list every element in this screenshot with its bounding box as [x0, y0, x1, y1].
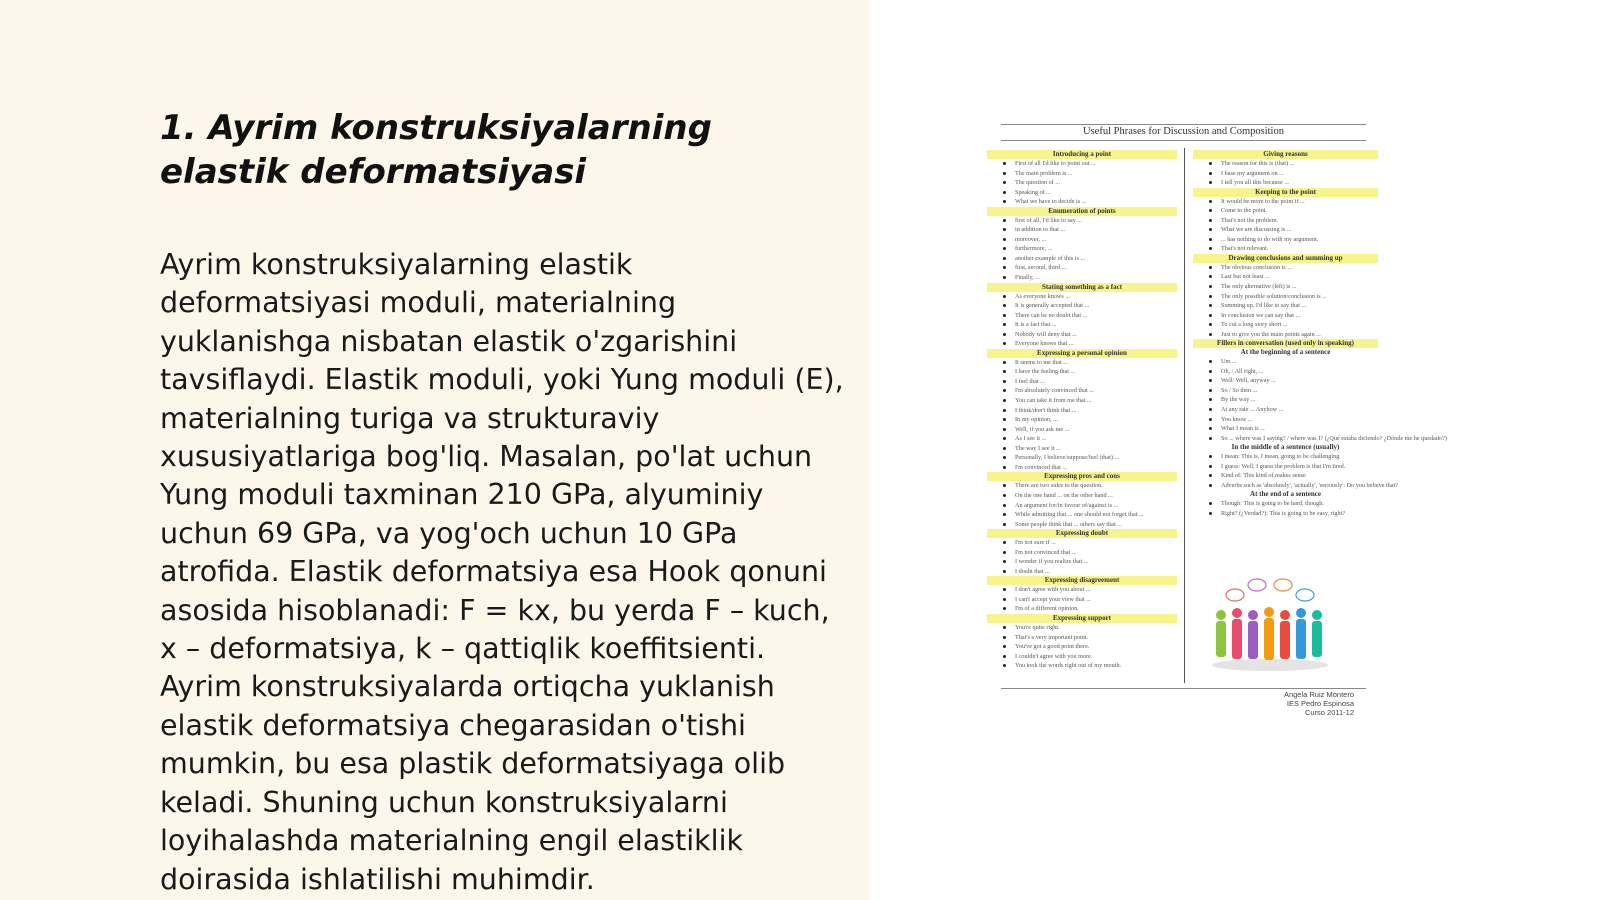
doc-phrase-item: There are two sides to the question.	[1001, 481, 1177, 491]
doc-phrase-item: I'm convinced that ...	[1001, 463, 1177, 473]
doc-phrase-item: What we are discussing is ...	[1207, 225, 1378, 235]
doc-phrase-item: The only possible solution/conclusion is ...	[1207, 292, 1378, 302]
doc-phrase-item: The reason for this is (that) ...	[1207, 159, 1378, 169]
doc-phrase-item: Personally, I believe/suppose/feel (that) ...	[1001, 453, 1177, 463]
useful-phrases-document-image	[987, 122, 1447, 722]
doc-phrase-item: As I see it ...	[1001, 434, 1177, 444]
doc-section-heading: Drawing conclusions and summing up	[1193, 254, 1378, 263]
doc-phrase-item: First of all I'd like to point out ...	[1001, 159, 1177, 169]
doc-phrase-list	[987, 292, 1177, 349]
signature-line: IES Pedro Espinosa	[1286, 699, 1354, 708]
doc-phrase-item: The question of ...	[1001, 178, 1177, 188]
doc-phrase-item: I couldn't agree with you more.	[1001, 652, 1177, 662]
doc-signature	[1284, 690, 1354, 717]
doc-phrase-list	[1193, 452, 1398, 490]
doc-phrase-item: Last but not least ...	[1207, 272, 1378, 282]
doc-phrase-item: moreover, ...	[1001, 235, 1177, 245]
doc-column-divider	[1184, 148, 1185, 683]
doc-phrase-item: An argument for/in favour of/against is ...	[1001, 501, 1177, 511]
doc-phrase-item: first of all, I'd like to say ...	[1001, 216, 1177, 226]
doc-phrase-item: Kind of: This kind of makes sense	[1207, 471, 1378, 481]
people-figures-illustration	[1205, 577, 1335, 672]
doc-phrase-item: I wonder if you realize that ...	[1001, 557, 1177, 567]
doc-section-heading: Giving reasons	[1193, 150, 1378, 159]
doc-phrase-item: Come to the point.	[1207, 206, 1378, 216]
doc-phrase-item: I'm not convinced that ...	[1001, 548, 1177, 558]
doc-phrase-item: So ... where was I saying? / where was I? (¿Qué estaba diciendo? ¿Dónde me he quedado?)	[1207, 434, 1378, 444]
doc-phrase-list	[1193, 197, 1378, 254]
doc-phrase-item: Everyone knows that ...	[1001, 339, 1177, 349]
doc-phrase-item: Finally, ...	[1001, 273, 1177, 283]
doc-phrase-list	[987, 623, 1177, 671]
doc-phrase-item: I'm absolutely convinced that ...	[1001, 386, 1177, 396]
doc-phrase-item: Well/ Well, anyway ...	[1207, 376, 1378, 386]
doc-phrase-item: That's not the problem.	[1207, 216, 1378, 226]
signature-line: Curso 2011-12	[1304, 708, 1354, 717]
signature-line: Angela Ruiz Montero	[1283, 690, 1354, 699]
doc-phrase-item: Well, if you ask me ...	[1001, 425, 1177, 435]
doc-phrase-item: You're quite right.	[1001, 623, 1177, 633]
doc-phrase-list	[1193, 499, 1378, 518]
doc-phrase-list	[987, 358, 1177, 473]
doc-phrase-list	[1193, 263, 1378, 339]
doc-phrase-item: The way I see it ...	[1001, 444, 1177, 454]
doc-phrase-item: What we have to decide is ...	[1001, 197, 1177, 207]
doc-section-heading: Expressing pros and cons	[987, 472, 1177, 481]
doc-phrase-item: ... has nothing to do with my argument.	[1207, 235, 1378, 245]
doc-phrase-list	[987, 481, 1177, 529]
doc-phrase-item: You can take it from me that ...	[1001, 396, 1177, 406]
doc-phrase-item: I guess: Well, I guess the problem is that I'm tired.	[1207, 462, 1378, 472]
doc-phrase-item: As everyone knows ...	[1001, 292, 1177, 302]
doc-left-column	[987, 150, 1177, 671]
doc-phrase-item: I feel that ...	[1001, 377, 1177, 387]
doc-phrase-item: There can be no doubt that ...	[1001, 311, 1177, 321]
doc-phrase-item: It is generally accepted that ...	[1001, 301, 1177, 311]
doc-phrase-list	[987, 216, 1177, 283]
doc-phrase-item: It would be more to the point if ...	[1207, 197, 1378, 207]
doc-section-heading: Expressing disagreement	[987, 576, 1177, 585]
doc-phrase-item: That's a very important point.	[1001, 633, 1177, 643]
doc-section-heading: Stating something as a fact	[987, 283, 1177, 292]
doc-section-subheading: At the end of a sentence	[1250, 490, 1321, 499]
doc-phrase-item: I have the feeling that ...	[1001, 367, 1177, 377]
doc-phrase-item: The only alternative (left) is ...	[1207, 282, 1378, 292]
doc-phrase-item: It is a fact that ...	[1001, 320, 1177, 330]
doc-bottom-rule	[1001, 688, 1366, 689]
doc-phrase-item: In my opinion, ...	[1001, 415, 1177, 425]
doc-phrase-item: You've got a good point there.	[1001, 642, 1177, 652]
person-figures	[1216, 607, 1322, 660]
doc-section-heading: Expressing a personal opinion	[987, 349, 1177, 358]
doc-phrase-item: I can't accept your view that ...	[1001, 595, 1177, 605]
doc-section-heading: Introducing a point	[987, 150, 1177, 159]
doc-phrase-list	[987, 159, 1177, 207]
doc-phrase-item: I'm of a different opinion.	[1001, 604, 1177, 614]
doc-phrase-item: Oh, / All right, ...	[1207, 367, 1378, 377]
doc-phrase-item: It seems to me that ...	[1001, 358, 1177, 368]
doc-phrase-item: On the one hand ... on the other hand ...	[1001, 491, 1177, 501]
doc-phrase-item: While admitting that ... one should not forget that ...	[1001, 510, 1177, 520]
doc-phrase-item: I don't agree with you about ...	[1001, 585, 1177, 595]
doc-phrase-item: Right? (¿Verdad?): This is going to be easy, right?	[1207, 509, 1378, 519]
doc-phrase-list	[987, 538, 1177, 576]
doc-phrase-item: first, second, third ...	[1001, 263, 1177, 273]
figure-shadow	[1212, 659, 1328, 671]
doc-phrase-item: Adverbs such as 'absolutely', 'actually', 'seriously': Do you believe that?	[1207, 481, 1378, 491]
doc-phrase-item: By the way ...	[1207, 395, 1378, 405]
doc-phrase-item: At any rate ... Anyhow ...	[1207, 405, 1378, 415]
doc-phrase-item: In conclusion we can say that ...	[1207, 311, 1378, 321]
doc-phrase-item: I doubt that ...	[1001, 567, 1177, 577]
slide-title: 1. Ayrim konstruksiyalarning elastik deformatsiyasi	[160, 108, 712, 192]
doc-section-heading: Expressing doubt	[987, 529, 1177, 538]
doc-section-subheading: In the middle of a sentence (usually)	[1231, 443, 1340, 452]
doc-phrase-list	[987, 585, 1177, 614]
doc-phrase-list	[1193, 357, 1447, 443]
doc-phrase-item: You took the words right out of my mouth.	[1001, 661, 1177, 671]
doc-phrase-item: To cut a long story short ...	[1207, 320, 1378, 330]
doc-phrase-item: The main problem is ...	[1001, 169, 1177, 179]
doc-title-underline	[1001, 140, 1366, 141]
speech-bubbles	[1226, 579, 1314, 601]
doc-phrase-item: I think/don't think that ...	[1001, 406, 1177, 416]
doc-phrase-item: furthermore, ...	[1001, 244, 1177, 254]
doc-phrase-item: I base my argument on ...	[1207, 169, 1378, 179]
doc-phrase-item: in addition to that ...	[1001, 225, 1177, 235]
doc-right-column	[1193, 150, 1447, 519]
doc-section-subheading: At the beginning of a sentence	[1240, 348, 1331, 357]
doc-top-rule	[1001, 124, 1366, 125]
doc-phrase-item: You know ...	[1207, 415, 1378, 425]
doc-phrase-item: Speaking of ...	[1001, 188, 1177, 198]
doc-phrase-item: Summing up, I'd like to say that ...	[1207, 301, 1378, 311]
doc-phrase-item: I tell you all this because ...	[1207, 178, 1378, 188]
doc-phrase-item: So / So then ...	[1207, 386, 1378, 396]
doc-phrase-item: I mean: This is, I mean, going to be challenging	[1207, 452, 1378, 462]
doc-section-heading: Enumeration of points	[987, 207, 1177, 216]
doc-phrase-list	[1193, 159, 1378, 188]
doc-section-heading: Keeping to the point	[1193, 188, 1378, 197]
doc-phrase-item: I'm not sure if ...	[1001, 538, 1177, 548]
doc-phrase-item: Um ...	[1207, 357, 1378, 367]
doc-section-heading: Expressing support	[987, 614, 1177, 623]
doc-phrase-item: another example of this is ...	[1001, 254, 1177, 264]
doc-phrase-item: Some people think that ... others say that ...	[1001, 520, 1177, 530]
doc-phrase-item: The obvious conclusion is ...	[1207, 263, 1378, 273]
slide-body-text: Ayrim konstruksiyalarning elastik deformatsiyasi moduli, materialning yuklanishga nisbatan elastik o'zgarishini tavsiflaydi. Elastik moduli, yoki Yung moduli (E), materialning turiga va strukturaviy xususiyatlariga bog'liq. Masalan, po'lat uchun Yung moduli taxminan 210 GPa, alyuminiy uchun 69 GPa, va yog'och uchun 10 GPa atrofida. Elastik deformatsiya esa Hook qonuni asosida hisoblanadi: F = kx, bu yerda F – kuch, x – deformatsiya, k – qattiqlik koeffitsienti. Ayrim konstruksiyalarda ortiqcha yuklanish elastik deformatsiya chegarasidan o'tishi mumkin, bu esa plastik deformatsiyaga olib keladi. Shuning uchun konstruksiyalarni loyihalashda materialning engil elastiklik doirasida ishlatilishi muhimdir.	[160, 248, 844, 896]
doc-phrase-item: Though: This is going to be hard, though.	[1207, 499, 1378, 509]
doc-title: Useful Phrases for Discussion and Composition	[1083, 126, 1284, 137]
doc-phrase-item: That's not relevant.	[1207, 244, 1378, 254]
doc-section-heading: Fillers in conversation (used only in speaking)	[1193, 339, 1378, 348]
doc-phrase-item: Just to give you the main points again ...	[1207, 330, 1378, 340]
doc-phrase-item: Nobody will deny that ...	[1001, 330, 1177, 340]
doc-phrase-item: What I mean is ...	[1207, 424, 1378, 434]
